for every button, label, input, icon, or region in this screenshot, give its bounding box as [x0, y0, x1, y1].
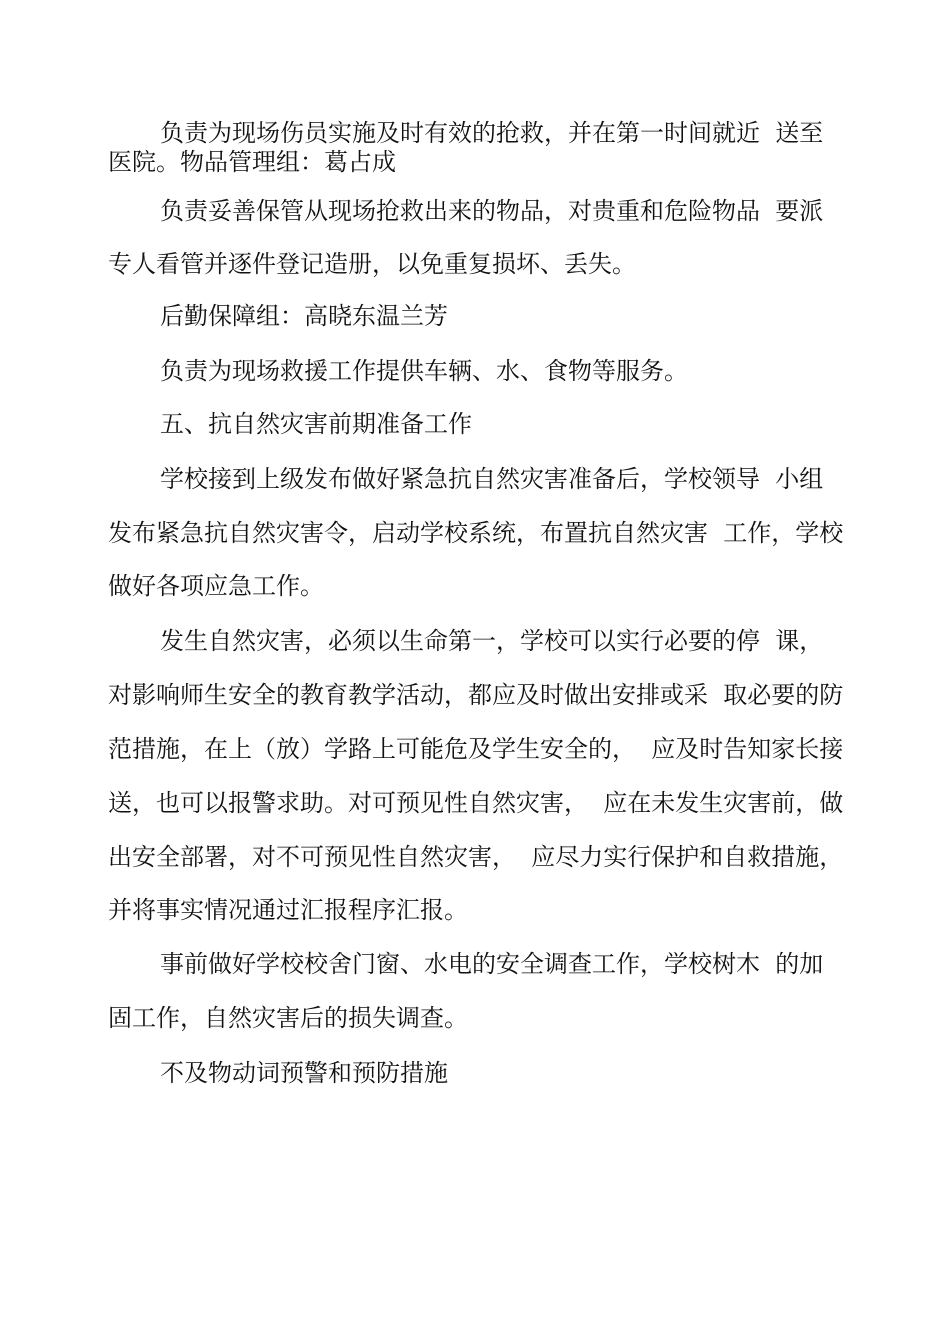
- text-line: 送，也可以报警求助。对可预见性自然灾害， 应在未发生灾害前，做: [108, 789, 844, 817]
- text-line: 不及物动词预警和预防措施: [160, 1059, 448, 1087]
- text-line: 学校接到上级发布做好紧急抗自然灾害准备后，学校领导 小组: [160, 465, 824, 493]
- text-line: 医院。物品管理组：葛占成: [108, 148, 396, 176]
- section-heading: 五、抗自然灾害前期准备工作: [160, 410, 472, 438]
- text-line: 做好各项应急工作。: [108, 572, 324, 600]
- text-line: 范措施，在上（放）学路上可能危及学生安全的， 应及时告知家长接: [108, 735, 844, 763]
- text-line: 发布紧急抗自然灾害令，启动学校系统，布置抗自然灾害 工作，学校: [108, 519, 844, 547]
- text-line: 发生自然灾害，必须以生命第一，学校可以实行必要的停 课，: [160, 627, 824, 655]
- text-line: 固工作，自然灾害后的损失调查。: [108, 1004, 468, 1032]
- text-line: 对影响师生安全的教育教学活动，都应及时做出安排或采 取必要的防: [108, 681, 844, 709]
- text-line: 负责妥善保管从现场抢救出来的物品，对贵重和危险物品 要派: [160, 197, 824, 225]
- text-line: 专人看管并逐件登记造册，以免重复损坏、丢失。: [108, 250, 636, 278]
- text-line: 负责为现场救援工作提供车辆、水、食物等服务。: [160, 357, 688, 385]
- text-line: 负责为现场伤员实施及时有效的抢救，并在第一时间就近 送至: [160, 119, 824, 147]
- text-line: 后勤保障组：高晓东温兰芳: [160, 302, 448, 330]
- text-line: 事前做好学校校舍门窗、水电的安全调查工作，学校树木 的加: [160, 950, 824, 978]
- text-line: 出安全部署，对不可预见性自然灾害， 应尽力实行保护和自救措施，: [108, 843, 844, 871]
- text-line: 并将事实情况通过汇报程序汇报。: [108, 896, 468, 924]
